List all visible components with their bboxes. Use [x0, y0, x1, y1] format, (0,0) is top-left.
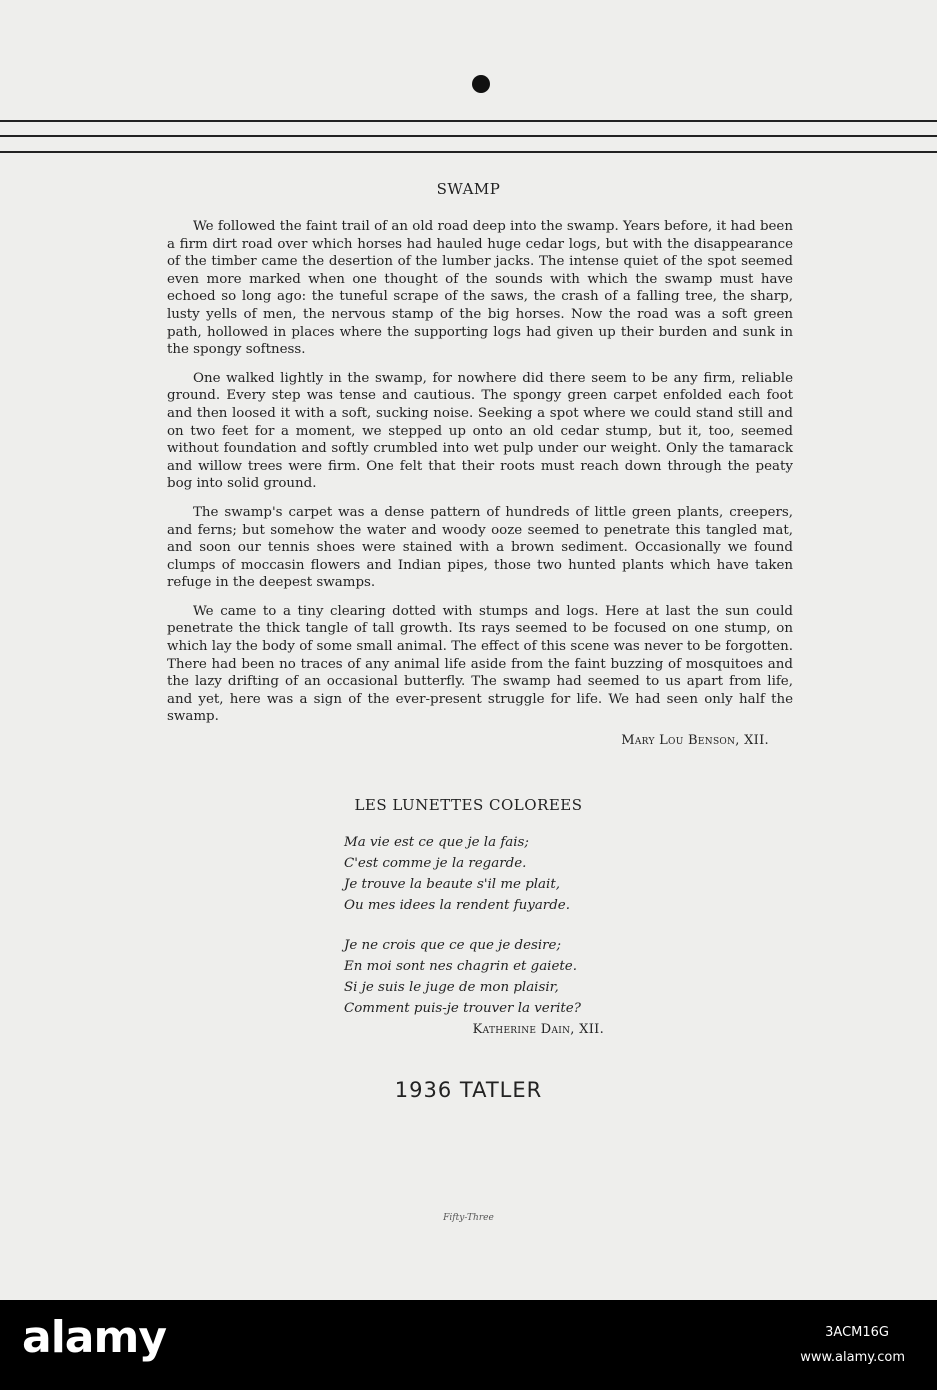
essay-paragraph: The swamp's carpet was a dense pattern of hundreds of little green plants, creepers, and ferns; but somehow the water and woody ooze seemed to penetrate this tangled mat, and soon our tennis shoes were stained with a brown sediment. Occasionally we found clumps of moccasin flowers and Indian pipes, those two hunted plants which have taken refuge in the deepest swamps.: [167, 504, 793, 591]
poem-line: Comment puis-je trouver la verite?: [344, 1001, 581, 1016]
page-number: Fifty-Three: [443, 1213, 494, 1223]
stock-url: www.alamy.com: [800, 1350, 905, 1365]
poem-line: Ma vie est ce que je la fais;: [344, 835, 529, 850]
stock-logo: alamy: [22, 1312, 166, 1363]
poem-line: En moi sont nes chagrin et gaiete.: [344, 959, 577, 974]
header-rule: [0, 151, 937, 153]
stock-watermark-bar: [0, 1300, 937, 1390]
poem-stanza: [344, 832, 634, 916]
essay-author: Mary Lou Benson, XII.: [621, 733, 769, 748]
stock-image-id: 3ACM16G: [825, 1325, 889, 1340]
poem-line: Ou mes idees la rendent fuyarde.: [344, 898, 570, 913]
poem-line: Je ne crois que ce que je desire;: [344, 938, 561, 953]
poem-line: Si je suis le juge de mon plaisir,: [344, 980, 559, 995]
essay-body: [167, 218, 793, 737]
poem-stanza: [344, 935, 634, 1019]
essay-title: SWAMP: [436, 180, 501, 198]
essay-paragraph: One walked lightly in the swamp, for nowhere did there seem to be any firm, reliable ground. Every step was tense and cautious. The spongy green carpet enfolded each foot and then loosed it with a soft, sucking noise. Seeking a spot where we could stand still and on two feet for a moment, we stepped up onto an old cedar stump, but it, too, seemed without foundation and softly crumbled into wet pulp under our weight. Only the tamarack and willow trees were firm. One felt that their roots must reach down through the peaty bog into solid ground.: [167, 370, 793, 492]
essay-paragraph: We came to a tiny clearing dotted with stumps and logs. Here at last the sun could penetrate the thick tangle of tall growth. Its rays seemed to be focused on one stump, on which lay the body of some small animal. The effect of this scene was never to be forgotten. There had been no traces of any animal life aside from the faint buzzing of mosquitoes and the lazy drifting of an occasional butterfly. The swamp had seemed to us apart from life, and yet, here was a sign of the ever-present struggle for life. We had seen only half the swamp.: [167, 603, 793, 725]
header-rule: [0, 120, 937, 122]
poem-line: C'est comme je la regarde.: [344, 856, 527, 871]
poem-title: LES LUNETTES COLOREES: [354, 796, 583, 814]
poem-line: Je trouve la beaute s'il me plait,: [344, 877, 560, 892]
essay-paragraph: We followed the faint trail of an old road deep into the swamp. Years before, it had been a firm dirt road over which horses had hauled huge cedar logs, but with the disappearance of the timber came the desertion of the lumber jacks. The intense quiet of the spot seemed even more marked when one thought of the sounds with which the swamp must have echoed so long ago: the tuneful scrape of the saws, the crash of a falling tree, the sharp, lusty yells of men, the nervous stamp of the big horses. Now the road was a soft green path, hollowed in places where the supporting logs had given up their burden and sunk in the spongy softness.: [167, 219, 793, 358]
poem-author: Katherine Dain, XII.: [472, 1022, 604, 1037]
punch-hole: [472, 75, 490, 93]
publication-title: 1936 TATLER: [394, 1078, 543, 1102]
header-rule: [0, 135, 937, 137]
